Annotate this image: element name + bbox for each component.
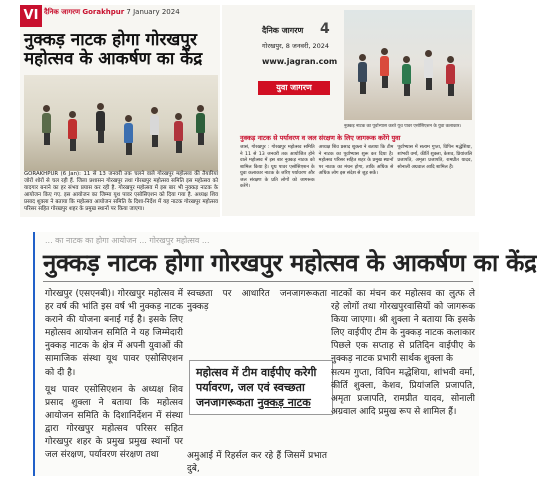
photo-figure [424, 50, 433, 90]
photo-figure [174, 113, 183, 153]
paper-name: दैनिक जागरण [44, 8, 81, 16]
paper-date: 7 January 2024 [126, 8, 180, 16]
paper-date: गोरखपुर, 8 जनवरी, 2024 [262, 42, 330, 50]
section-badge: युवा जागरण [258, 81, 330, 95]
paper-name: दैनिक जागरण [262, 26, 304, 35]
clipping-headline: नुक्कड़ नाटक होगा गोरखपुर महोत्सव के आकर्षण का केंद्र [43, 249, 537, 277]
photo-figure [68, 111, 77, 151]
pull-quote-line: नुक्कड़ नाटक [257, 396, 311, 409]
photo-figure [358, 54, 367, 94]
clipping-masthead [44, 8, 180, 17]
clipping-body-columns [240, 145, 472, 213]
paper-logo-badge: VI [20, 5, 42, 27]
body-paragraph: सत्यम गुप्ता, विपिन मद्धेशिया, शांभवी वर्मा, कीर्ति शुक्ला, केशव, प्रियांजलि प्रजापति, अमृता प्रजापति, रामप्रीत यादव, सोनाली अग्रवाल आदि प्रमुख रूप से शामिल हैं। [331, 367, 475, 417]
photo-figure [402, 56, 411, 96]
body-column-b [187, 288, 327, 474]
photo-figure [96, 103, 105, 143]
body-column-1: जासं, गोरखपुर : गोरखपुर महोत्सव समिति ने 11 से 13 जनवरी तक आयोजित होने वाले महोत्सव में इस बार नुक्कड़ नाटक को शामिल किया है। यूथ पावर एसोसिएशन के युवा कलाकार नाटक के जरिए पर्यावरण और जल संरक्षण के प्रति लोगों को जागरूक करेंगे। [240, 145, 315, 189]
body-column-a [45, 288, 183, 474]
pull-quote-text [196, 365, 328, 410]
clipping-headline: नुक्कड़ नाटक से पर्यावरण व जल संरक्षण के लिए जागरूक करेंगे युवा [240, 134, 401, 142]
photo-caption: नुक्कड़ नाटक का पूर्वाभ्यास करते यूथ पावर एसोसिएशन के युवा कलाकार। [344, 124, 462, 129]
body-column-3: पूर्वाभ्यास में सत्यम गुप्ता, विपिन मद्धेशिया, शांभवी वर्मा, कीर्ति शुक्ला, केशव, प्रियांजलि प्रजापति, अमृता प्रजापति, रामप्रीत यादव, सोनाली अग्रवाल आदि शामिल हैं। [397, 145, 473, 170]
photo-figure [124, 115, 133, 155]
photo-figure [380, 48, 389, 88]
news-clipping-dainik-jagran-jan8 [222, 5, 475, 216]
body-paragraph: यूथ पावर एसोसिएशन के अध्यक्ष शिव प्रसाद शुक्ला ने बताया कि महोत्सव आयोजन समिति के दिशानिर्देशन में संस्था द्वारा गोरखपुर महोत्सव परिसर सहित गोरखपुर शहर के प्रमुख प्रमुख स्थानों पर जल संरक्षण, पर्यावरण संरक्षण तथा [45, 385, 183, 461]
news-clipping-dainik-jagran-jan7 [20, 5, 220, 217]
body-paragraph: गोरखपुर (एसएनबी)। गोरखपुर महोत्सव में हर वर्ष की भांति इस वर्ष भी नुक्कड़ नाटक कराने की योजना बनाई गई है। इसके लिए महोत्सव आयोजन समिति ने यह जिम्मेदारी नुक्कड़ नाटक के क्षेत्र में अपनी युवाओं की सामाजिक संस्था यूथ पावर एसोसिएशन को दी है। [45, 289, 183, 378]
body-column-2: अध्यक्ष शिव प्रसाद शुक्ला ने बताया कि टीम ने नाटक का पूर्वाभ्यास शुरू कर दिया है। महोत्सव परिसर सहित शहर के प्रमुख स्थानों पर नाटक का मंचन होगा, ताकि अधिक से अधिक लोग इस संदेश से जुड़ सकें। [318, 145, 394, 176]
body-paragraph: अमुआई में रिहर्सल कर रहे हैं जिसमें प्रभात दुबे, [187, 451, 327, 475]
body-column-c [331, 288, 475, 474]
clipping-headline: नुक्कड़ नाटक होगा गोरखपुर महोत्सव के आकर्षण का केंद्र [24, 30, 203, 69]
photo-figure [196, 105, 205, 145]
cut-off-text-fragment: ... का नाटक का होगा आयोजन ... गोरखपुर महोत्सव ... [45, 236, 210, 245]
headline-divider [43, 281, 473, 282]
pull-quote-box [189, 360, 333, 415]
rehearsal-photo [344, 10, 472, 120]
clipping-body-text: GORAKHPUR (6 Jan): 11 से 13 जनवरी तक चलने वाले गोरखपुर महोत्सव की तैयारियां जोरों शोरों से चल रही हैं. जिला प्रशासन गोरखपुर तथा गोरखपुर महोत्सव समिति इस महोत्सव को यादगार बनाने का हर संभव प्रयास कर रही है. गोरखपुर महोत्सव में इस बार भी नुक्कड़ नाटक के आयोजन किए गए. इस आयोजन का जिम्मा यूथ पावर एसोसिएशन को दिया गया है. अध्यक्ष शिव प्रसाद शुक्ला ने बताया कि महोत्सव आयोजन समिति के दिशा-निर्देश में यह नाटक गोरखपुर महोत्सव परिसर सहित गोरखपुर शहर के प्रमुख स्थानों पर किया जाएगा। [24, 171, 218, 213]
paper-city: Gorakhpur [82, 8, 125, 16]
page-masthead [222, 15, 340, 97]
pull-quote-line: महोत्सव में टीम वाईपीए करेगी पर्यावरण, जल एवं स्वच्छता जनजागरूकता [196, 366, 317, 409]
page-number: 4 [320, 21, 330, 37]
paper-website: www.jagran.com [262, 57, 338, 66]
photo-figure [150, 107, 159, 147]
news-clipping-rashtriya-sahara [33, 232, 537, 476]
photo-figure [42, 105, 51, 145]
body-paragraph: नाटकों का मंचन कर महोत्सव का लुत्फ ले रहे लोगों तथा गोरखपुरवासियों को जागरूक किया जाएगा। श्री शुक्ला ने बताया कि इसके लिए वाईपीए टीम के नुक्कड़ नाटक कलाकार पिछले एक सप्ताह से प्रतिदिन वाईपीए के नुक्कड़ नाटक प्रभारी सार्थक शुक्ला के [331, 289, 475, 365]
body-paragraph: स्वच्छता पर आधारित जनजागरूकता नुक्कड़ [187, 289, 327, 313]
photo-figure [446, 56, 455, 96]
rehearsal-photo [24, 75, 218, 171]
